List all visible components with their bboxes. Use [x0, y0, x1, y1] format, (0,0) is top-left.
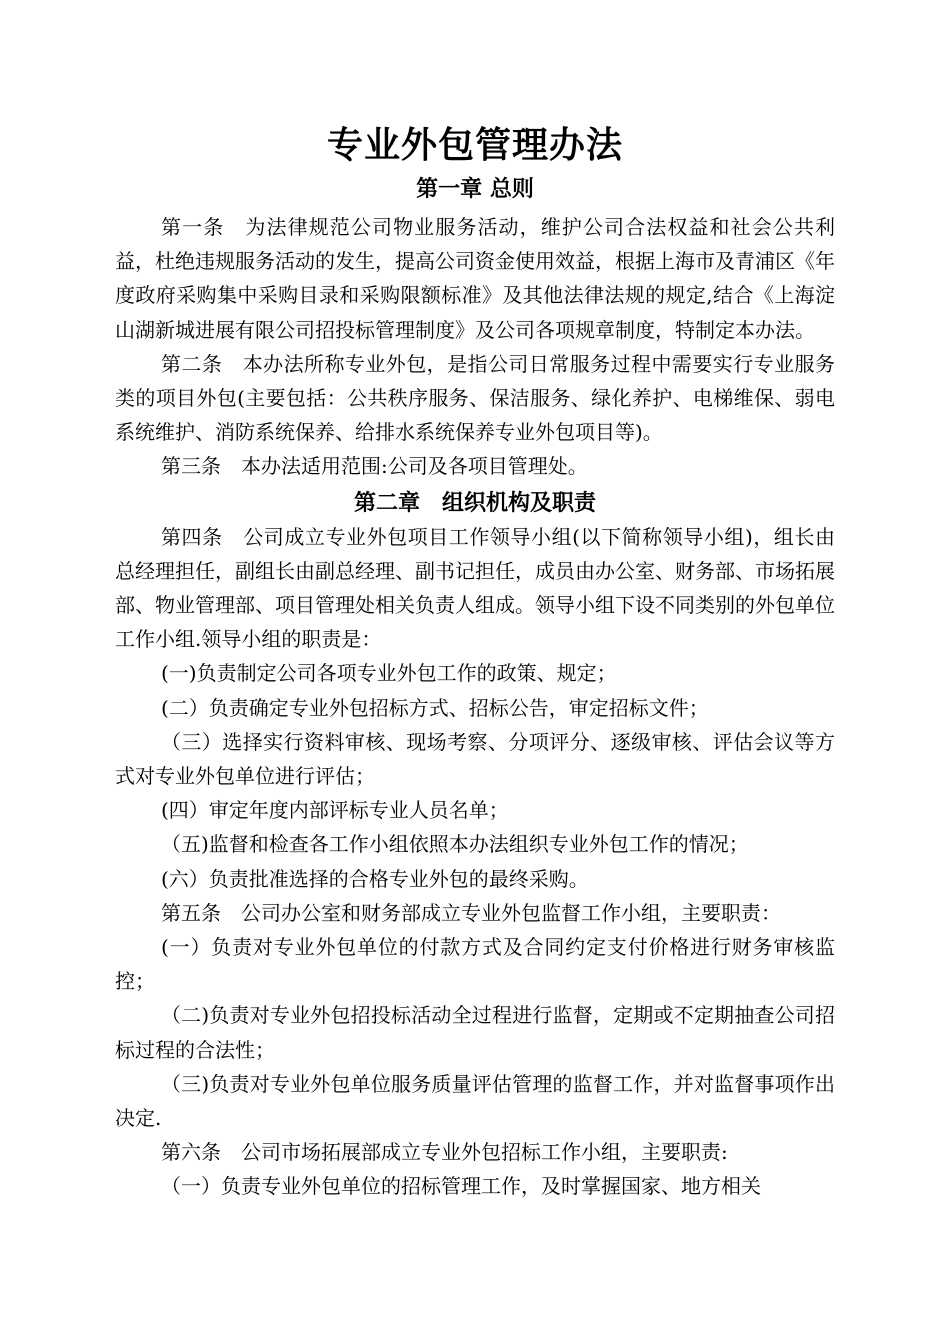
article-2: 第二条 本办法所称专业外包，是指公司日常服务过程中需要实行专业服务类的项目外包(主要包括：公共秩序服务、保洁服务、绿化养护、电梯维保、弱电系统维护、消防系统保养、给排水系统保养专业外包项目等)。: [115, 351, 835, 445]
article-5-item: （二)负责对专业外包招投标活动全过程进行监督，定期或不定期抽查公司招标过程的合法性；: [115, 1003, 835, 1062]
article-6-item: （一）负责专业外包单位的招标管理工作，及时掌握国家、地方相关: [161, 1174, 761, 1199]
document-title: 专业外包管理办法: [326, 124, 623, 166]
article-4-item: （三）选择实行资料审核、现场考察、分项评分、逐级审核、评估会议等方式对专业外包单位进行评估；: [115, 729, 835, 789]
article-4: 第四条 公司成立专业外包项目工作领导小组(以下简称领导小组)，组长由总经理担任，副组长由副总经理、副书记担任，成员由办公室、财务部、市场拓展部、物业管理部、项目管理处相关负责人组成。领导小组下设不同类别的外包单位工作小组.领导小组的职责是：: [115, 524, 835, 652]
chapter-2-heading: 第二章 组织机构及职责: [353, 489, 596, 516]
article-4-item: (四）审定年度内部评标专业人员名单；: [161, 798, 509, 823]
article-5: 第五条 公司办公室和财务部成立专业外包监督工作小组，主要职责：: [161, 900, 781, 925]
document-page: [115, 118, 835, 1204]
article-3: 第三条 本办法适用范围:公司及各项目管理处。: [161, 454, 588, 479]
article-4-item: （五)监督和检查各工作小组依照本办法组织专业外包工作的情况；: [161, 832, 749, 857]
chapter-1-heading: 第一章 总则: [416, 176, 534, 202]
article-1: 第一条 为法律规范公司物业服务活动，维护公司合法权益和社会公共利益，杜绝违规服务活动的发生，提高公司资金使用效益，根据上海市及青浦区《年度政府采购集中采购目录和采购限额标准》及其他法律法规的规定,结合《上海淀山湖新城进展有限公司招投标管理制度》及公司各项规章制度，特制定本办法。: [115, 215, 835, 342]
article-4-item: (六）负责批准选择的合格专业外包的最终采购。: [161, 866, 589, 891]
article-6: 第六条 公司市场拓展部成立专业外包招标工作小组，主要职责:: [161, 1140, 728, 1165]
article-4-item: (一)负责制定公司各项专业外包工作的政策、规定；: [161, 661, 617, 686]
article-4-item: (二）负责确定专业外包招标方式、招标公告，审定招标文件；: [161, 695, 709, 720]
article-5-item: (一）负责对专业外包单位的付款方式及合同约定支付价格进行财务审核监控；: [115, 935, 835, 994]
article-5-item: （三)负责对专业外包单位服务质量评估管理的监督工作，并对监督事项作出决定.: [115, 1071, 835, 1131]
